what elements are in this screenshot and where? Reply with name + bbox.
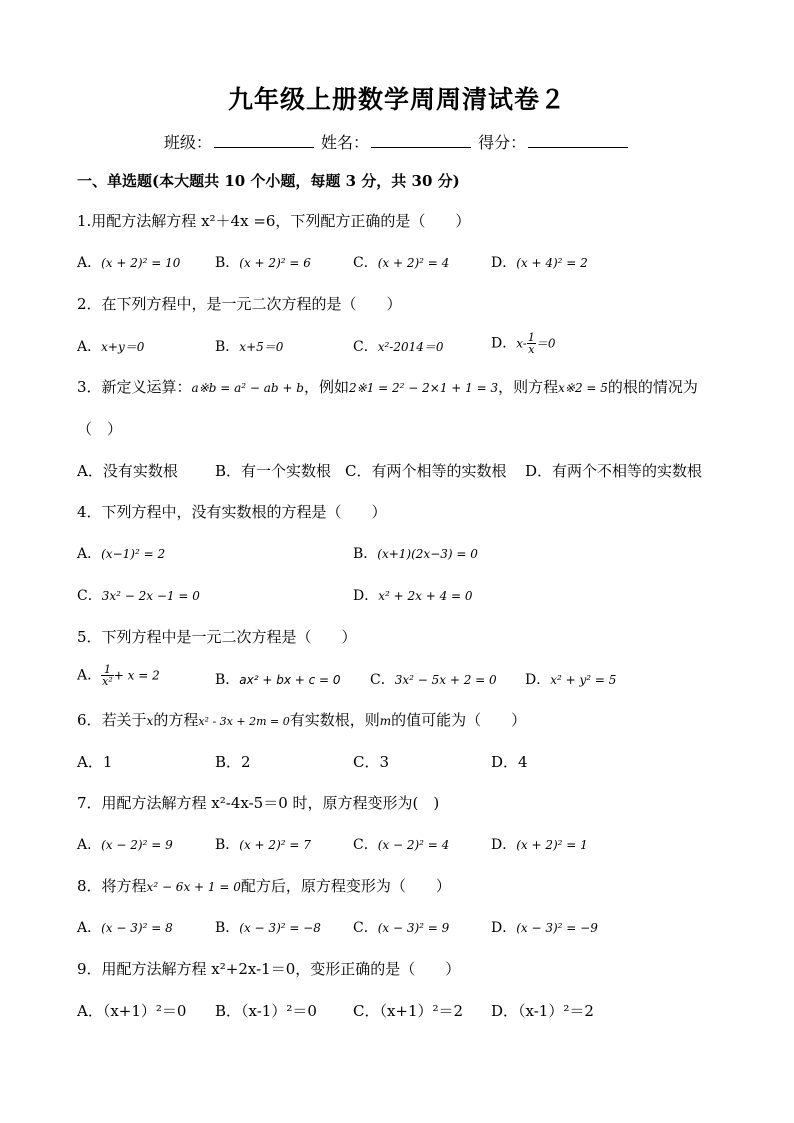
question-2-option-a: A．x+y＝0: [77, 339, 145, 355]
question-4-option-b: B．(x+1)(2x−3) = 0: [353, 546, 478, 562]
question-4-option-d: D．x² + 2x + 4 = 0: [353, 588, 473, 604]
question-1-option-d: D．(x + 4)² = 2: [491, 255, 588, 271]
question-4-option-c: C．3x² − 2x −1 = 0: [77, 588, 200, 604]
question-5-option-b: B．ax² + bx + c = 0: [215, 672, 341, 688]
question-7-option-a: A．(x − 2)² = 9: [77, 837, 173, 853]
question-3-paren: （ ）: [77, 420, 123, 438]
question-4-stem: 4．下列方程中，没有实数根的方程是（ ）: [77, 503, 387, 521]
question-3-option-a: A．没有实数根: [77, 462, 178, 480]
question-2-stem: 2．在下列方程中，是一元二次方程的是（ ）: [77, 295, 402, 313]
question-9-stem: 9．用配方法解方程 x²+2x-1＝0，变形正确的是（ ）: [77, 960, 461, 978]
question-8-option-c: C．(x − 3)² = 9: [353, 920, 450, 936]
question-6-option-a: A．1: [77, 753, 113, 771]
class-blank: [214, 133, 314, 148]
section-heading: 一、单选题(本大题共 10 个小题，每题 3 分，共 30 分): [77, 172, 460, 190]
question-9-option-b: B．（x-1）²＝0: [215, 1002, 317, 1020]
question-4-option-a: A．(x−1)² = 2: [77, 546, 166, 562]
question-9-option-d: D．（x-1）²＝2: [491, 1002, 594, 1020]
question-7-stem: 7．用配方法解方程 x²-4x-5＝0 时，原方程变形为( ): [77, 794, 440, 812]
fraction: $\frac{1}{x}$: [527, 331, 535, 356]
fraction: $\frac{1}{\text{x²}}$: [102, 663, 113, 688]
question-3-option-d: D．有两个不相等的实数根: [525, 462, 703, 480]
score-blank: [528, 133, 628, 148]
question-8-option-d: D．(x − 3)² = −9: [491, 920, 598, 936]
exam-title: 九年级上册数学周周清试卷２: [227, 85, 566, 114]
question-5-option-d: D．x² + y² = 5: [525, 672, 617, 688]
question-6-option-c: C．3: [353, 753, 390, 771]
question-1-stem: 1.用配方法解方程 x²＋4x =6，下列配方正确的是（ ）: [77, 212, 471, 230]
question-1-option-c: C．(x + 2)² = 4: [353, 255, 450, 271]
question-7-option-d: D．(x + 2)² = 1: [491, 837, 588, 853]
class-label: 班级：: [163, 133, 212, 152]
question-8-option-a: A．(x − 3)² = 8: [77, 920, 173, 936]
question-7-option-c: C．(x − 2)² = 4: [353, 837, 450, 853]
question-3-stem: 3．新定义运算：a※b = a² − ab + b，例如2※1 = 2² − 2×1 + 1 = 3，则方程x※2 = 5的根的情况为: [77, 378, 698, 396]
question-6-stem: 6．若关于x的方程x² - 3x + 2m = 0有实数根，则m的值可能为（ ）: [77, 711, 527, 729]
score-label: 得分：: [478, 133, 527, 152]
question-6-option-b: B．2: [215, 753, 251, 771]
question-5-stem: 5．下列方程中是一元二次方程是（ ）: [77, 628, 357, 646]
question-3-option-c: C．有两个相等的实数根: [345, 462, 507, 480]
question-2-option-d: D．x- $\frac{1}{x}$ ＝0: [491, 331, 556, 356]
name-label: 姓名：: [320, 133, 369, 152]
question-5-option-a: A． $\frac{1}{\text{x²}}$ + x = 2: [77, 663, 160, 688]
question-9-option-c: C．（x+1）²＝2: [353, 1002, 464, 1020]
question-2-option-c: C．x²-2014＝0: [353, 339, 444, 355]
name-blank: [371, 133, 471, 148]
question-7-option-b: B．(x + 2)² = 7: [215, 837, 311, 853]
question-2-option-b: B．x+5＝0: [215, 339, 284, 355]
question-1-option-b: B．(x + 2)² = 6: [215, 255, 311, 271]
question-5-option-c: C．3x² − 5x + 2 = 0: [370, 672, 497, 688]
question-1-option-a: A．(x + 2)² = 10: [77, 255, 181, 271]
question-8-stem: 8．将方程x² − 6x + 1 = 0配方后，原方程变形为（ ）: [77, 877, 451, 895]
student-info-row: [0, 130, 794, 153]
question-9-option-a: A．（x+1）²＝0: [77, 1002, 187, 1020]
question-6-option-d: D．4: [491, 753, 528, 771]
question-3-option-b: B．有一个实数根: [215, 462, 332, 480]
question-8-option-b: B．(x − 3)² = −8: [215, 920, 321, 936]
